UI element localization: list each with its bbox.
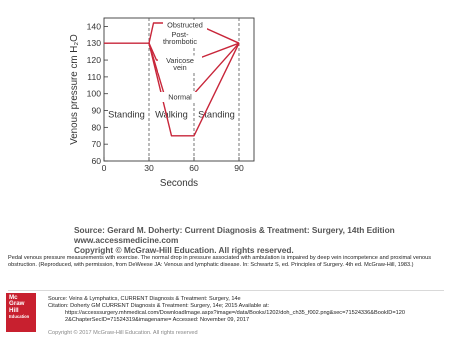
logo-line: Education [9,314,30,320]
series-annotation: Obstructed [167,20,203,30]
logo-line: Mc [9,294,18,301]
chart-source-line: Source: Gerard M. Doherty: Current Diagnosis & Treatment: Surgery, 14th Edition [74,225,395,235]
x-axis-label: Seconds [159,178,199,189]
phase-label: Standing [108,109,145,120]
y-tick-label: 80 [91,122,101,133]
x-tick-label: 90 [234,163,244,173]
y-tick-label: 120 [86,55,101,66]
series-annotation: Normal [168,92,192,102]
mcgraw-hill-logo [6,293,36,332]
y-tick-label: 100 [86,88,101,99]
citation-url-continued[interactable]: 2&ChapterSecID=71524319&imagename= Accessed: November 09, 2017 [65,317,250,323]
x-tick-label: 30 [144,163,154,173]
figure-caption: Pedal venous pressure measurements with exercise. The normal drop in pressure associated with ambulation is impaired by deep vein incompetence and proximal venous obstruction. (Reproduced, with permission, from DeWeese JA: Venous and lymphatic disease. In: Schwartz S, ed. Principles of Surgery. 4th ed. McGraw-Hill, 1983.) [8,255,432,269]
phase-label: Standing [198,109,235,120]
citation-url[interactable]: https://accesssurgery.mhmedical.com/DownloadImage.aspx?image=/data/Books/1202/doh_ch35_f002.png&sec=71524336&BookID=120 [65,310,405,316]
y-axis-label: Venous pressure cm H₂O [69,34,80,145]
y-tick-label: 60 [91,156,101,166]
y-tick-label: 140 [86,21,101,32]
chart-source-website[interactable]: www.accessmedicine.com [74,235,179,246]
x-tick-label: 0 [101,163,107,173]
copyright-notice: Copyright © 2017 McGraw-Hill Education. All rights reserved [48,330,198,336]
chart-annotations [158,20,207,102]
citation-source: Source: Veins & Lymphatics, CURRENT Diagnosis & Treatment: Surgery, 14e [48,296,241,302]
series-annotation: vein [173,63,187,73]
chart-source-block [74,225,434,256]
logo-line: Hill [9,306,19,314]
series-annotation: Varicose [166,56,194,65]
citation-text: Citation: Doherty GM CURRENT Diagnosis & Treatment: Surgery, 14e; 2015 Available at: [48,303,270,309]
x-tick-label: 60 [189,163,199,173]
y-tick-label: 130 [86,38,101,49]
phase-label: Walking [155,109,188,120]
chart-ticks [69,21,244,189]
y-tick-label: 70 [91,139,101,150]
chart-source-copyright: Copyright © McGraw-Hill Education. All rights reserved. [74,245,294,256]
y-tick-label: 90 [91,105,101,116]
divider [8,290,444,291]
y-tick-label: 110 [87,71,101,82]
series-annotation: Post- [171,30,189,39]
series-annotation: thrombotic [162,37,198,47]
citation-block [48,296,448,324]
logo-line: Graw [9,300,25,308]
